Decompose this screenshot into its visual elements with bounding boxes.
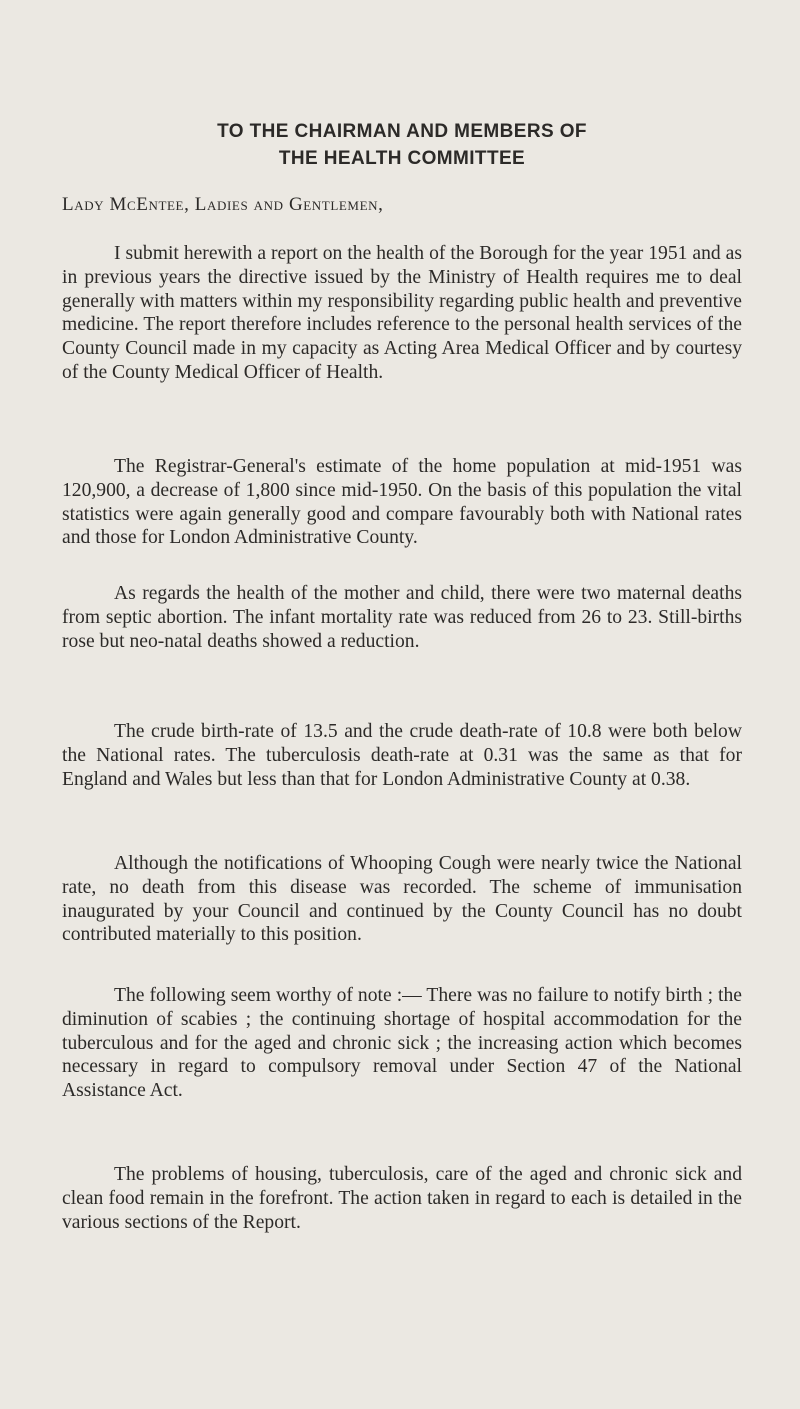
paragraph-whooping-cough: Although the notifications of Whooping Cough were nearly twice the National rate, no death from this disease was recorded. The scheme of immunisation inaugurated by your Council and continued by the County Council has no doubt contributed materially to this position.	[62, 853, 742, 946]
paragraph-notes: The following seem worthy of note :— There was no failure to notify birth ; the diminution of scabies ; the continuing shortage of hospital accommodation for the tuberculous and for the aged and chronic sick ; the increasing action which becomes necessary in regard to compulsory removal under Section 47 of the National Assistance Act.	[62, 985, 742, 1102]
paragraph-mother-child: As regards the health of the mother and child, there were two maternal deaths from septic abortion. The infant mortality rate was reduced from 26 to 23. Still-births rose but neo-natal deaths showed a reduction.	[62, 583, 742, 652]
title-line-1: TO THE CHAIRMAN AND MEMBERS OF	[217, 121, 587, 142]
paragraph-problems: The problems of housing, tuberculosis, care of the aged and chronic sick and clean food remain in the forefront. The action taken in regard to each is detailed in the various sections of the Report.	[62, 1164, 742, 1233]
paragraph-population: The Registrar-General's estimate of the home population at mid-1951 was 120,900, a decrease of 1,800 since mid-1950. On the basis of this population the vital statistics were again generally good and compare favourably both with National rates and those for London Administrative County.	[62, 456, 742, 549]
page-title	[62, 118, 742, 172]
paragraph-rates: The crude birth-rate of 13.5 and the crude death-rate of 10.8 were both below the National rates. The tuberculosis death-rate at 0.31 was the same as that for England and Wales but less than that for London Administrative County at 0.38.	[62, 721, 742, 790]
title-line-2: THE HEALTH COMMITTEE	[278, 148, 526, 169]
paragraph-introduction: I submit herewith a report on the health of the Borough for the year 1951 and as in previous years the directive issued by the Ministry of Health requires me to deal generally with matters within my responsibility regarding public health and preventive medicine. The report therefore includes reference to the personal health services of the County Council made in my capacity as Acting Area Medical Officer and by courtesy of the County Medical Officer of Health.	[62, 243, 742, 383]
salutation: Lady McEntee, Ladies and Gentlemen,	[62, 194, 384, 215]
